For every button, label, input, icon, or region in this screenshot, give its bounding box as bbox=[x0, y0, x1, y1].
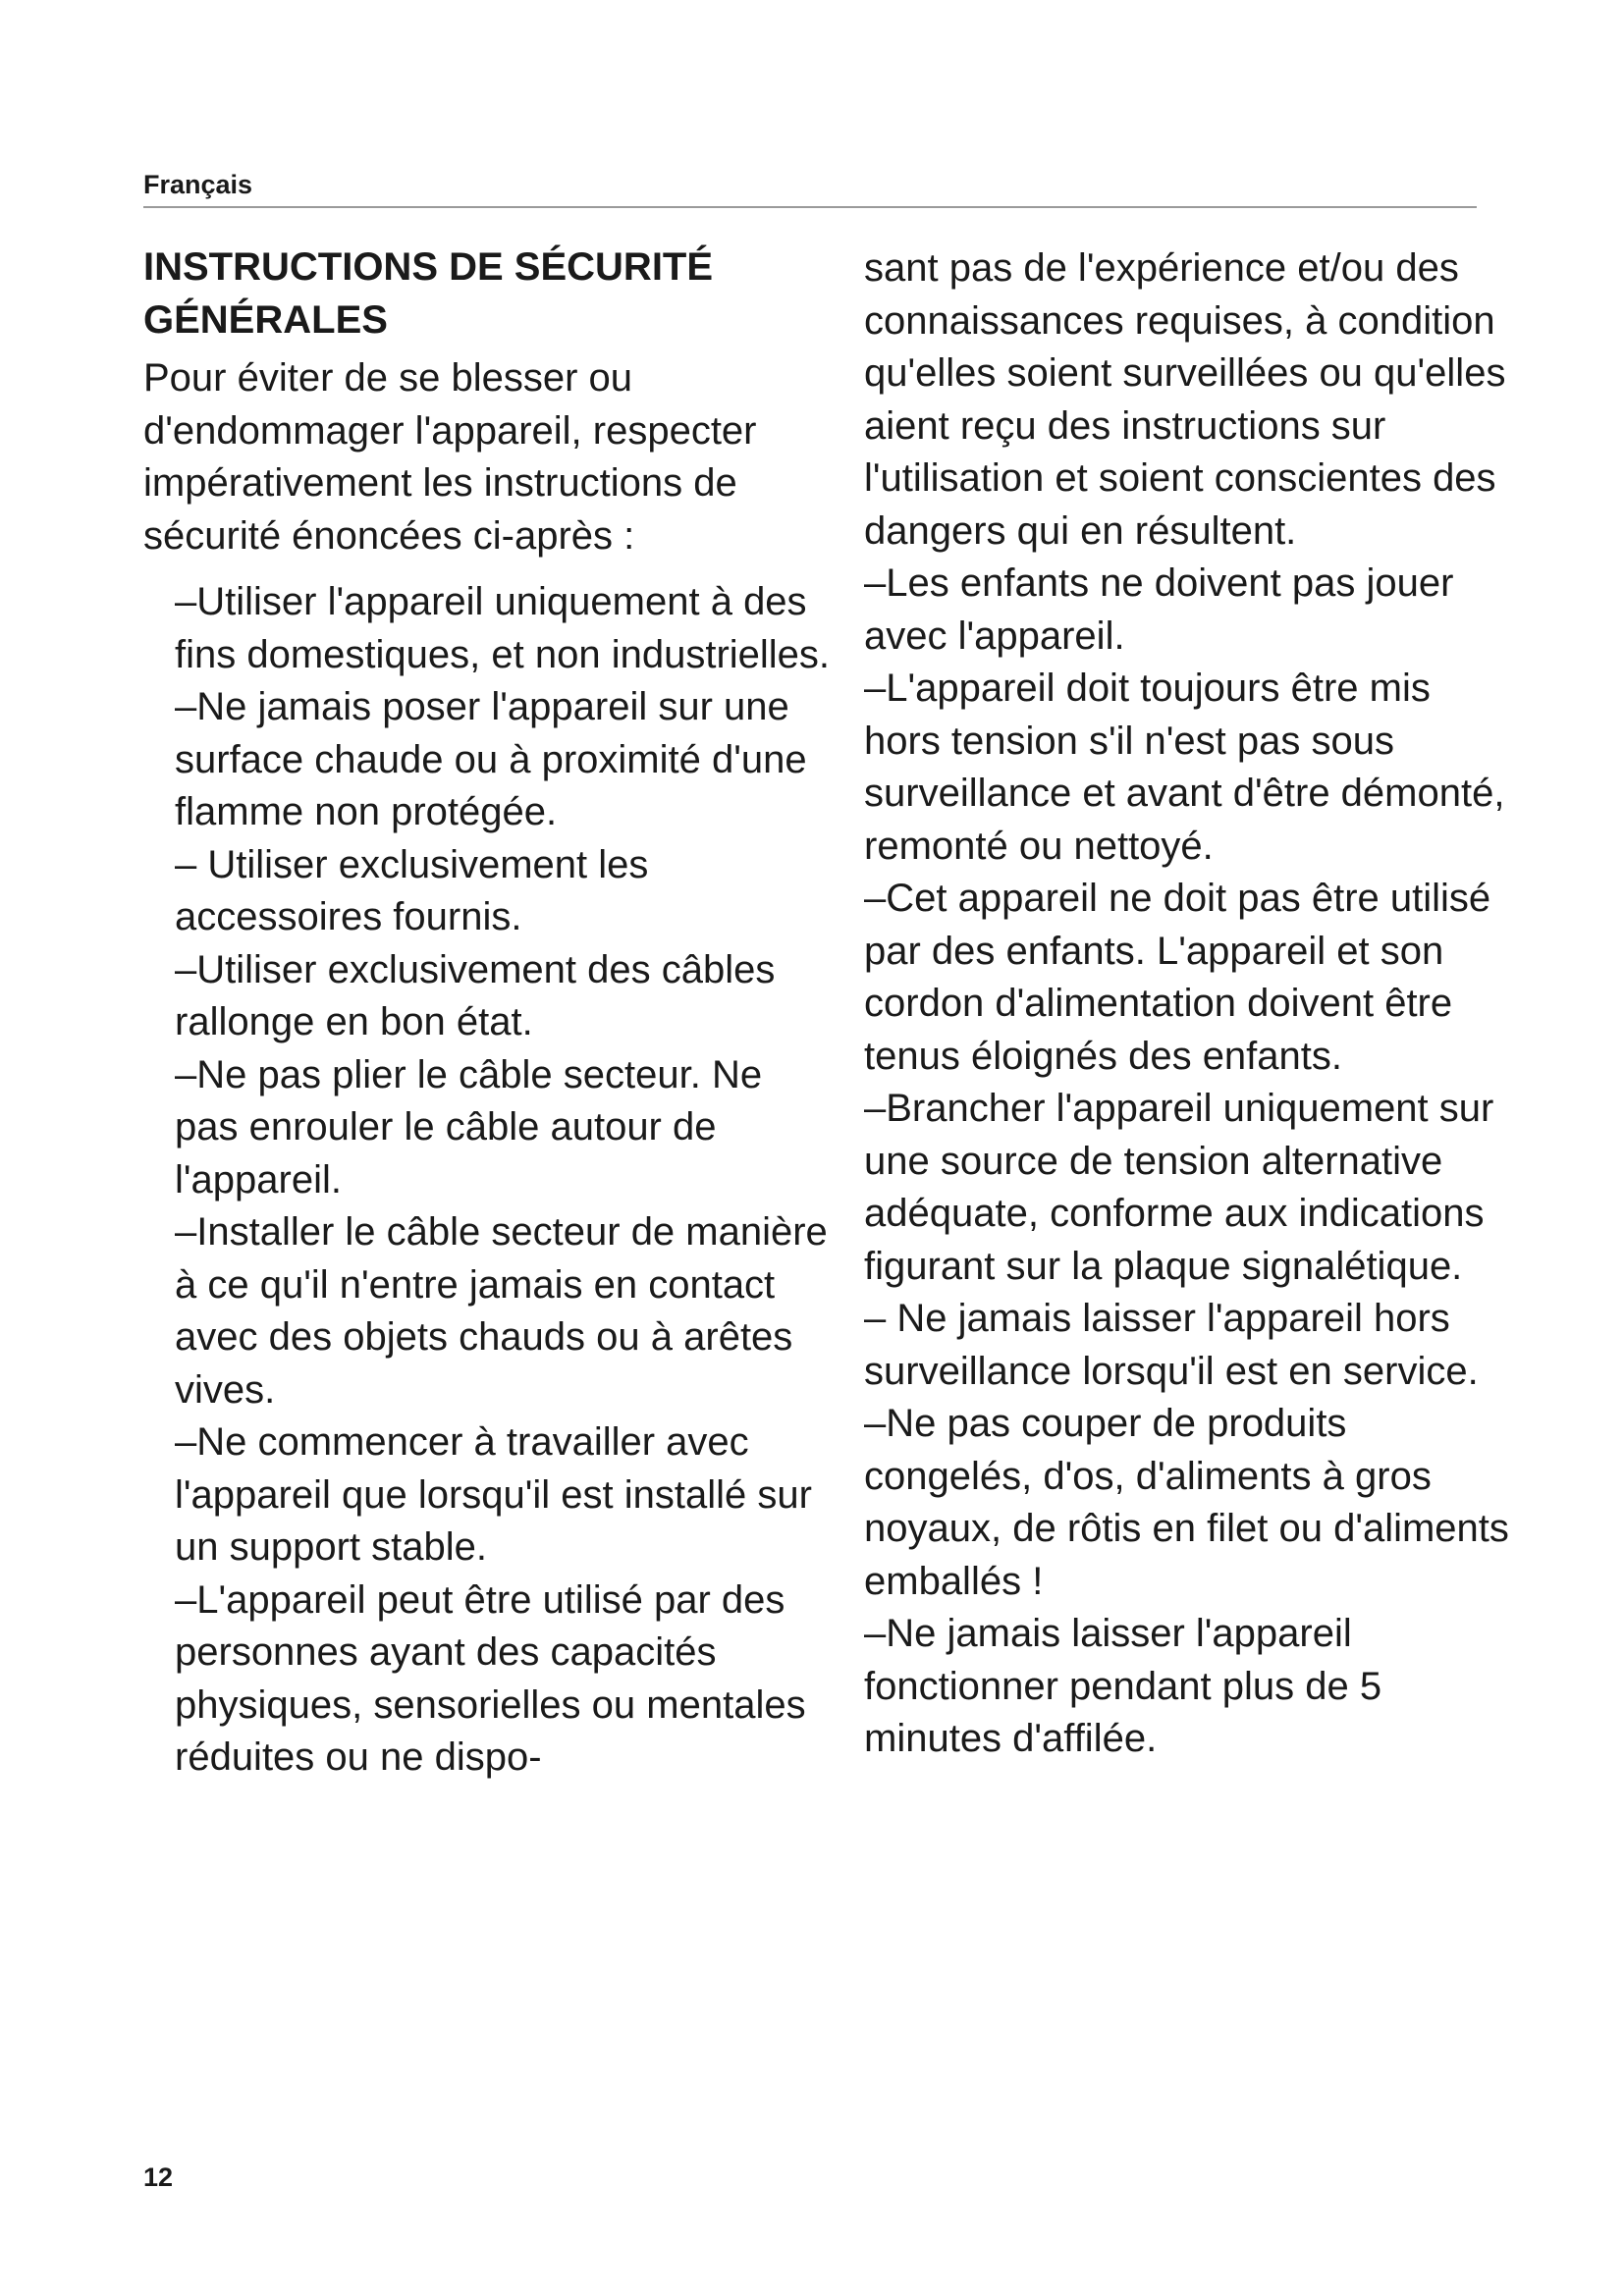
page-header bbox=[143, 167, 1477, 208]
list-item: – Ne jamais laisser l'appareil hors surveillance lorsqu'il est en service. bbox=[864, 1297, 1479, 1393]
section-title-line-2: GÉNÉRALES bbox=[143, 298, 388, 342]
safety-list-left bbox=[143, 576, 831, 1785]
list-item: –Utiliser exclusivement des câbles rallonge en bon état. bbox=[175, 947, 776, 1043]
page-number: 12 bbox=[143, 2163, 174, 2192]
safety-list-right bbox=[864, 558, 1512, 1766]
list-item: –Cet appareil ne doit pas être utilisé par des enfants. L'appareil et son cordon d'alimentation doivent être tenus éloignés des enfants. bbox=[864, 877, 1491, 1078]
list-item: –Ne jamais laisser l'appareil fonctionner pendant plus de 5 minutes d'affilée. bbox=[864, 1612, 1382, 1760]
section-title-line-1: INSTRUCTIONS DE SÉCURITÉ bbox=[143, 245, 714, 289]
list-item: –L'appareil doit toujours être mis hors tension s'il n'est pas sous surveillance et avant d'être démonté, remonté ou nettoyé. bbox=[864, 667, 1505, 868]
list-item: –Utiliser l'appareil uniquement à des fins domestiques, et non industrielles. bbox=[175, 580, 831, 676]
list-item: –Ne pas couper de produits congelés, d'os, d'aliments à gros noyaux, de rôtis en filet ou d'aliments emballés ! bbox=[864, 1402, 1509, 1603]
continued-paragraph: sant pas de l'expérience et/ou des connaissances requises, à condition qu'elles soient surveillées ou qu'elles aient reçu des instructions sur l'utilisation et soient conscientes des dangers qui en résultent. bbox=[864, 246, 1506, 553]
intro-paragraph: Pour éviter de se blesser ou d'endommager l'appareil, respecter impérativement les instructions de sécurité énoncées ci-après : bbox=[143, 356, 757, 558]
section-title bbox=[143, 240, 831, 347]
language-label: Français bbox=[143, 170, 253, 199]
list-item: –Installer le câble secteur de manière à ce qu'il n'entre jamais en contact avec des objets chauds ou à arêtes vives. bbox=[175, 1210, 828, 1412]
right-column bbox=[864, 242, 1512, 1766]
list-item: –Ne pas plier le câble secteur. Ne pas enrouler le câble autour de l'appareil. bbox=[175, 1052, 763, 1201]
list-item: –L'appareil peut être utilisé par des personnes ayant des capacités physiques, sensorielles ou mentales réduites ou ne dispo- bbox=[175, 1577, 806, 1779]
left-column bbox=[143, 240, 831, 1785]
list-item: –Brancher l'appareil uniquement sur une source de tension alternative adéquate, conforme aux indications figurant sur la plaque signalétique. bbox=[864, 1087, 1494, 1288]
list-item: –Les enfants ne doivent pas jouer avec l'appareil. bbox=[864, 561, 1454, 658]
list-item: – Utiliser exclusivement les accessoires fournis. bbox=[175, 842, 649, 938]
list-item: –Ne commencer à travailler avec l'appareil que lorsqu'il est installé sur un support stable. bbox=[175, 1420, 812, 1569]
list-item: –Ne jamais poser l'appareil sur une surface chaude ou à proximité d'une flamme non protégée. bbox=[175, 685, 807, 833]
